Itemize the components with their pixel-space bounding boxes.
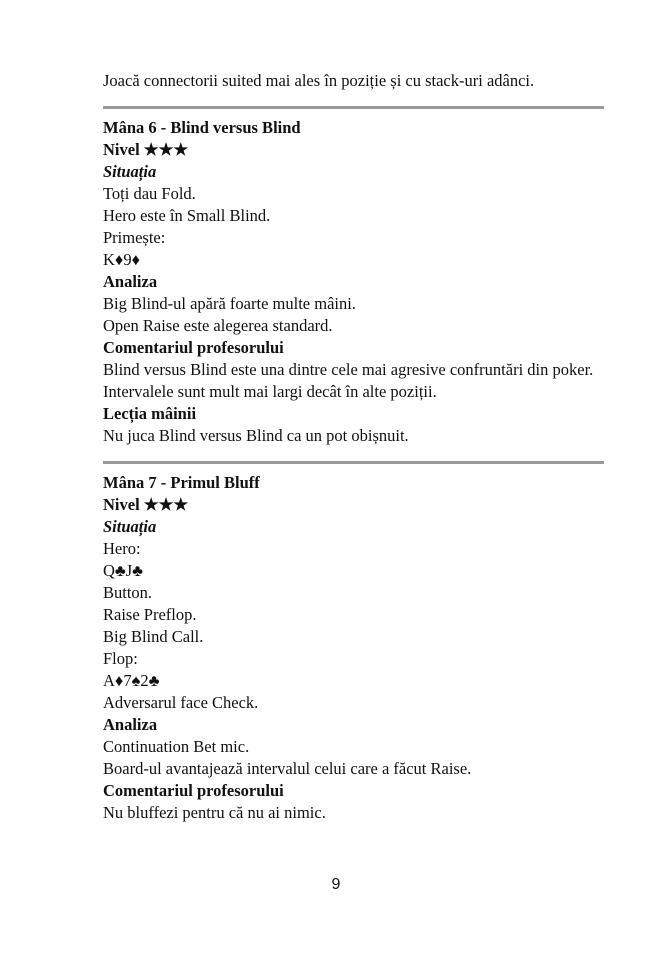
hand-7-situation-line: Big Blind Call. <box>103 627 204 646</box>
hand-6-comment-line: Blind versus Blind este una dintre cele mai agresive confruntări din poker. <box>103 360 594 379</box>
hand-7-situation-line: Button. <box>103 583 153 602</box>
hand-7-analysis-line: Board-ul avantajează intervalul celui care a făcut Raise. <box>103 759 472 778</box>
hand-6-situation-line: Hero este în Small Blind. <box>103 206 271 225</box>
hand-6-analysis-line: Open Raise este alegerea standard. <box>103 316 333 335</box>
hand-6-comment-heading: Comentariul profesorului <box>103 338 284 357</box>
hand-6-situation-heading: Situația <box>103 162 157 181</box>
hand-7-comment-heading: Comentariul profesorului <box>103 781 284 800</box>
section-divider <box>103 106 604 109</box>
hand-6-comment-line: Intervalele sunt mult mai largi decât în alte poziții. <box>103 382 437 401</box>
hand-6-title: Mâna 6 - Blind versus Blind <box>103 118 301 137</box>
hand-6-lesson-line: Nu juca Blind versus Blind ca un pot obișnuit. <box>103 426 409 445</box>
hand-7-section <box>103 472 603 824</box>
hand-6-situation-line: Toți dau Fold. <box>103 184 196 203</box>
hand-7-situation-heading: Situația <box>103 517 157 536</box>
hand-6-analysis-heading: Analiza <box>103 272 158 291</box>
hand-7-situation-line: Raise Preflop. <box>103 605 197 624</box>
hand-7-flop-cards: A♦7♠2♣ <box>103 671 160 690</box>
hand-7-analysis-heading: Analiza <box>103 715 158 734</box>
hand-6-cards: K♦9♦ <box>103 250 141 269</box>
hand-6-analysis-line: Big Blind-ul apără foarte multe mâini. <box>103 294 356 313</box>
page-content <box>103 70 603 824</box>
section-divider <box>103 461 604 464</box>
hand-6-lesson-heading: Lecția mâinii <box>103 404 197 423</box>
hand-7-situation-line: Adversarul face Check. <box>103 693 259 712</box>
page-number: 9 <box>331 876 341 893</box>
intro-paragraph: Joacă connectorii suited mai ales în poziție și cu stack-uri adânci. <box>103 71 535 90</box>
hand-7-analysis-line: Continuation Bet mic. <box>103 737 250 756</box>
hand-7-hero-cards: Q♣J♣ <box>103 561 143 580</box>
hand-7-level: Nivel ★★★ <box>103 495 189 514</box>
hand-7-comment-line: Nu bluffezi pentru că nu ai nimic. <box>103 803 326 822</box>
hand-6-situation-line: Primește: <box>103 228 166 247</box>
hand-6-level: Nivel ★★★ <box>103 140 189 159</box>
hand-7-title: Mâna 7 - Primul Bluff <box>103 473 260 492</box>
hand-7-situation-line: Hero: <box>103 539 141 558</box>
hand-7-situation-line: Flop: <box>103 649 138 668</box>
hand-6-section <box>103 117 603 447</box>
